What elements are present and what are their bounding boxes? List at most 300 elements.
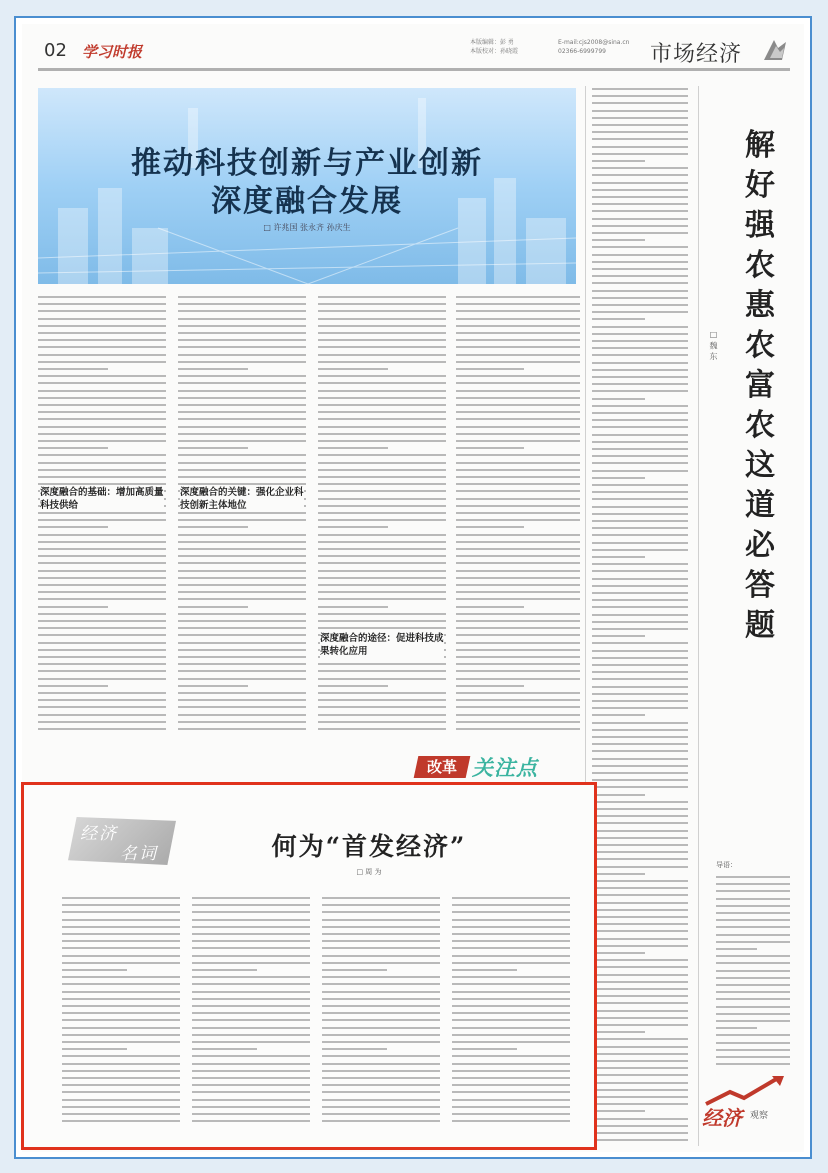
text-line [192, 919, 310, 921]
text-line [192, 940, 310, 942]
text-line [322, 983, 440, 985]
text-line [318, 346, 446, 348]
text-line [178, 418, 306, 420]
text-line [318, 411, 446, 413]
text-line [592, 311, 688, 313]
text-line [318, 483, 446, 485]
text-line [192, 1027, 310, 1029]
text-line [192, 1019, 310, 1021]
text-line [592, 750, 688, 752]
text-line [62, 1027, 180, 1029]
text-line [452, 1034, 570, 1036]
text-line [178, 699, 306, 701]
text-line [456, 728, 580, 730]
text-line [452, 1077, 570, 1079]
text-line [178, 649, 306, 651]
text-line [592, 117, 688, 119]
text-line [322, 911, 440, 913]
text-line [38, 368, 108, 370]
text-line [456, 346, 580, 348]
text-line [592, 873, 645, 875]
text-line [452, 933, 570, 935]
highlighted-article[interactable] [21, 782, 597, 1150]
text-line [38, 426, 166, 428]
text-line [318, 440, 446, 442]
text-line [592, 398, 645, 400]
text-line [592, 693, 688, 695]
text-line [62, 940, 180, 942]
text-line [178, 613, 306, 615]
text-line [592, 880, 688, 882]
newspaper-page [22, 24, 804, 1152]
text-line [716, 970, 790, 972]
paper-name: 学习时报 [82, 43, 143, 61]
text-line [592, 542, 688, 544]
text-line [62, 998, 180, 1000]
text-line [592, 282, 688, 284]
editor-info [470, 38, 518, 56]
text-line [322, 998, 440, 1000]
text-line [192, 947, 310, 949]
text-line [456, 411, 580, 413]
column-divider [698, 86, 699, 1146]
text-line [38, 642, 166, 644]
text-line [456, 296, 580, 298]
text-line [716, 984, 790, 986]
text-line [716, 1027, 757, 1029]
section-title: 市场经济 [650, 42, 743, 67]
text-line [318, 627, 446, 629]
text-line [716, 977, 790, 979]
text-line [592, 794, 645, 796]
text-line [322, 1084, 440, 1086]
text-line [38, 721, 166, 723]
text-line [192, 962, 310, 964]
text-line [592, 232, 688, 234]
text-line [456, 526, 524, 528]
email-line: E-mail:cjs2008@sina.cn [558, 39, 630, 46]
text-line [38, 584, 166, 586]
text-line [322, 1070, 440, 1072]
text-line [456, 325, 580, 327]
text-line [62, 919, 180, 921]
text-line [178, 433, 306, 435]
text-line [38, 512, 166, 514]
text-line [592, 635, 645, 637]
text-line [62, 933, 180, 935]
text-line [322, 1055, 440, 1057]
text-line [456, 670, 580, 672]
text-line [592, 1118, 688, 1120]
text-line [318, 570, 446, 572]
text-line [592, 844, 688, 846]
text-line [318, 706, 446, 708]
text-line [38, 541, 166, 543]
text-line [456, 490, 580, 492]
text-line [38, 613, 166, 615]
text-line [592, 1110, 645, 1112]
text-line [592, 556, 645, 558]
box-text-column-2 [192, 897, 310, 1133]
text-line [716, 934, 790, 936]
text-line [592, 254, 688, 256]
text-line [456, 505, 580, 507]
text-line [592, 815, 688, 817]
text-line [318, 325, 446, 327]
text-line [192, 1070, 310, 1072]
text-line [178, 721, 306, 723]
text-line [318, 526, 388, 528]
text-line [178, 692, 306, 694]
text-line [592, 765, 688, 767]
text-line [192, 897, 310, 899]
text-line [318, 577, 446, 579]
text-line [452, 1091, 570, 1093]
text-line [456, 562, 580, 564]
text-line [178, 577, 306, 579]
text-line [592, 722, 688, 724]
text-line [318, 598, 446, 600]
text-line [38, 570, 166, 572]
text-line [592, 894, 688, 896]
text-line [592, 866, 688, 868]
text-line [62, 1077, 180, 1079]
text-line [452, 1120, 570, 1122]
text-line [178, 670, 306, 672]
text-line [322, 1005, 440, 1007]
text-line [592, 786, 688, 788]
text-line [38, 555, 166, 557]
text-line [38, 447, 108, 449]
text-line [592, 599, 688, 601]
text-line [192, 911, 310, 913]
text-line [452, 897, 570, 899]
text-line [592, 1139, 688, 1141]
text-line [592, 491, 688, 493]
text-line [592, 592, 688, 594]
side-title-char: 农 [745, 408, 775, 443]
text-line [592, 729, 688, 731]
text-line [592, 383, 688, 385]
text-line [592, 88, 688, 90]
text-line [62, 1106, 180, 1108]
text-line [178, 512, 306, 514]
text-line [192, 1012, 310, 1014]
text-line [318, 512, 446, 514]
text-line [322, 897, 440, 899]
text-line [592, 189, 688, 191]
text-line [62, 983, 180, 985]
text-line [456, 318, 580, 320]
side-title-char: 题 [745, 608, 775, 643]
text-column-6 [716, 876, 790, 1072]
text-line [178, 570, 306, 572]
text-line [456, 721, 580, 723]
text-line [318, 433, 446, 435]
text-line [318, 541, 446, 543]
text-line [178, 368, 248, 370]
text-line [38, 332, 166, 334]
side-title-char: 强 [745, 208, 775, 243]
text-line [178, 728, 306, 730]
text-line [62, 1005, 180, 1007]
column-badge-text-2: 名词 [120, 844, 158, 864]
text-line [456, 426, 580, 428]
text-line [38, 354, 166, 356]
text-line [592, 1103, 688, 1105]
text-line [452, 1113, 570, 1115]
text-line [592, 534, 688, 536]
text-line [178, 548, 306, 550]
text-line [38, 303, 166, 305]
text-line [592, 182, 688, 184]
reform-tag-label: 改革 [426, 758, 457, 776]
text-column-3 [318, 296, 446, 740]
text-line [592, 340, 688, 342]
text-line [592, 1060, 688, 1062]
text-line [592, 527, 688, 529]
text-line [716, 912, 790, 914]
text-line [322, 976, 440, 978]
text-line [592, 671, 688, 673]
text-line [38, 440, 166, 442]
text-line [38, 404, 166, 406]
text-line [178, 354, 306, 356]
text-line [592, 664, 688, 666]
side-title-char: 道 [745, 488, 775, 523]
text-line [178, 634, 306, 636]
lead-banner [38, 88, 576, 284]
text-line [456, 663, 580, 665]
text-line [452, 991, 570, 993]
text-line [592, 945, 688, 947]
text-line [38, 310, 166, 312]
text-line [62, 1070, 180, 1072]
text-line [318, 670, 446, 672]
text-line [592, 563, 688, 565]
text-line [716, 1020, 790, 1022]
text-line [592, 1067, 688, 1069]
text-line [178, 375, 306, 377]
text-line [178, 382, 306, 384]
text-line [62, 1041, 180, 1043]
text-line [592, 102, 688, 104]
text-line [178, 685, 248, 687]
text-line [322, 1063, 440, 1065]
text-line [38, 577, 166, 579]
text-line [592, 736, 688, 738]
text-line [592, 506, 688, 508]
text-line [592, 405, 688, 407]
logo-sub-text: 观察 [750, 1111, 769, 1121]
text-line [38, 375, 166, 377]
text-line [318, 418, 446, 420]
text-line [62, 1099, 180, 1101]
page-number: 02 [44, 40, 67, 61]
text-line [452, 904, 570, 906]
text-line [456, 418, 580, 420]
text-line [592, 390, 688, 392]
side-title-char: 富 [745, 368, 775, 403]
text-line [318, 375, 446, 377]
text-line [456, 692, 580, 694]
text-line [592, 441, 688, 443]
text-line [716, 890, 790, 892]
contact-info [558, 38, 629, 56]
text-line [592, 808, 688, 810]
text-line [592, 851, 688, 853]
text-line [178, 584, 306, 586]
text-line [322, 1012, 440, 1014]
text-line [318, 728, 446, 730]
text-line [592, 174, 688, 176]
text-line [38, 670, 166, 672]
text-line [62, 897, 180, 899]
text-line [456, 498, 580, 500]
text-line [456, 541, 580, 543]
text-line [322, 1027, 440, 1029]
text-line [38, 685, 108, 687]
text-line [38, 418, 166, 420]
text-line [178, 469, 306, 471]
text-line [62, 955, 180, 957]
column-badge-text-1: 经济 [80, 824, 118, 844]
text-line [592, 218, 688, 220]
text-line [178, 706, 306, 708]
phone-line: 02366-6999799 [558, 48, 606, 55]
text-line [592, 304, 688, 306]
text-line [592, 1089, 688, 1091]
text-line [318, 397, 446, 399]
text-line [192, 1091, 310, 1093]
text-line [452, 1099, 570, 1101]
side-title-char: 农 [745, 248, 775, 283]
text-line [192, 1120, 310, 1122]
text-line [452, 1106, 570, 1108]
text-line [592, 657, 688, 659]
text-line [178, 397, 306, 399]
text-line [38, 318, 166, 320]
side-title-char: 农 [745, 328, 775, 363]
text-line [456, 642, 580, 644]
text-line [178, 541, 306, 543]
text-line [456, 685, 524, 687]
text-line [178, 325, 306, 327]
text-line [322, 1041, 440, 1043]
text-line [62, 1120, 180, 1122]
text-line [716, 876, 790, 878]
text-line [592, 160, 645, 162]
text-line [592, 203, 688, 205]
text-line [592, 146, 688, 148]
reform-tag-focus: 关注点 [472, 755, 538, 780]
text-line [322, 933, 440, 935]
text-line [592, 210, 688, 212]
text-line [592, 412, 688, 414]
text-line [592, 498, 688, 500]
text-line [322, 919, 440, 921]
text-line [456, 310, 580, 312]
text-line [716, 941, 790, 943]
text-line [192, 1084, 310, 1086]
text-line [592, 196, 688, 198]
text-line [192, 1099, 310, 1101]
text-line [318, 685, 388, 687]
text-line [318, 462, 446, 464]
text-line [38, 526, 108, 528]
text-line [456, 332, 580, 334]
box-text-column-3 [322, 897, 440, 1133]
text-line [452, 969, 517, 971]
text-line [592, 333, 688, 335]
text-line [178, 361, 306, 363]
text-line [62, 947, 180, 949]
text-line [192, 933, 310, 935]
banner-title-line-1: 推动科技创新与产业创新 [131, 146, 483, 181]
text-line [716, 1063, 790, 1065]
text-line [38, 620, 166, 622]
text-line [178, 476, 306, 478]
text-line [592, 239, 645, 241]
side-title-char: 好 [745, 168, 775, 203]
text-line [318, 613, 446, 615]
text-line [318, 505, 446, 507]
text-line [592, 1096, 688, 1098]
text-line [592, 995, 688, 997]
subhead-3: 深度融合的途径：促进科技成果转化应用 [320, 633, 444, 657]
text-line [192, 904, 310, 906]
text-line [38, 634, 166, 636]
banner-authors: □ 许兆国 张永齐 孙庆生 [263, 223, 351, 232]
text-column-1 [38, 296, 166, 740]
text-line [456, 678, 580, 680]
text-line [592, 1002, 688, 1004]
text-line [456, 598, 580, 600]
text-line [716, 955, 790, 957]
column-badge [68, 817, 176, 865]
text-line [192, 998, 310, 1000]
text-line [38, 663, 166, 665]
text-line [192, 976, 310, 978]
text-line [592, 621, 688, 623]
text-line [38, 433, 166, 435]
text-line [456, 447, 524, 449]
text-line [318, 368, 388, 370]
text-line [592, 606, 688, 608]
text-line [456, 397, 580, 399]
text-line [592, 225, 688, 227]
text-line [192, 1063, 310, 1065]
text-line [318, 303, 446, 305]
text-line [178, 426, 306, 428]
text-line [178, 303, 306, 305]
text-line [592, 376, 688, 378]
text-line [192, 983, 310, 985]
text-line [456, 339, 580, 341]
text-line [592, 923, 688, 925]
text-line [178, 678, 306, 680]
text-line [592, 470, 688, 472]
text-line [38, 325, 166, 327]
text-line [592, 448, 688, 450]
text-line [592, 513, 688, 515]
text-line [62, 962, 180, 964]
subhead-1: 深度融合的基础：增加高质量科技供给 [40, 487, 164, 511]
text-line [592, 570, 688, 572]
text-line [592, 837, 688, 839]
banner-title-line-2: 深度融合发展 [211, 184, 403, 219]
text-line [456, 519, 580, 521]
